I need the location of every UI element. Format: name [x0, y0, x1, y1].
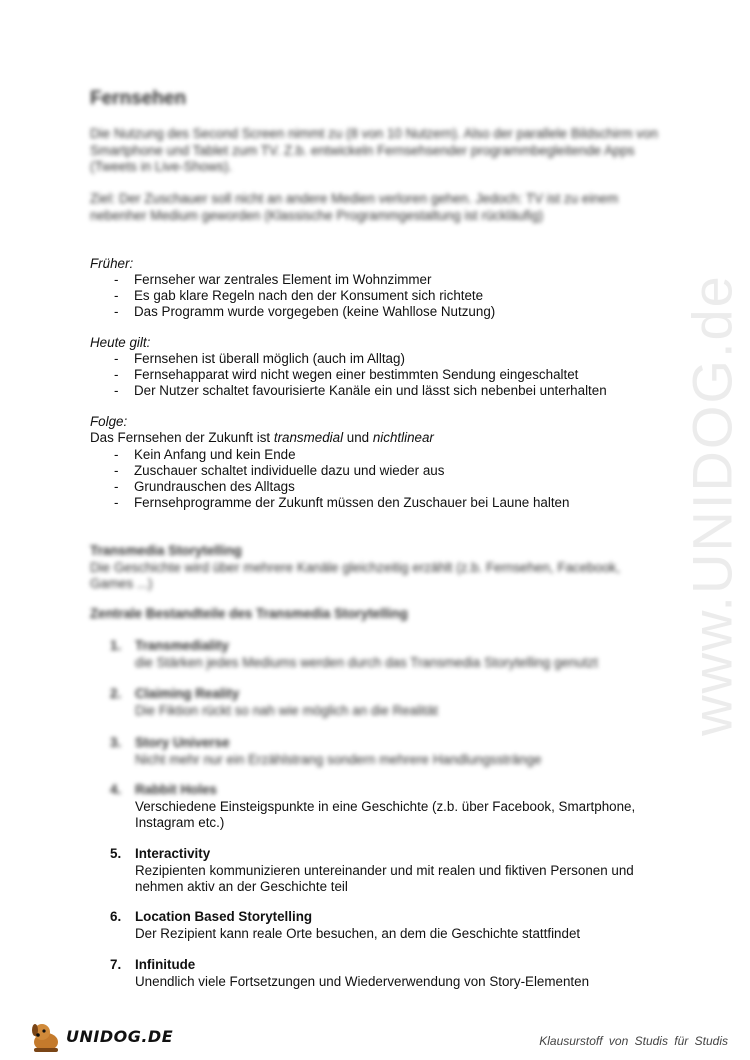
list-item: 3. Story Universe Nicht mehr nur ein Erzählstrang sondern mehrere Handlungsstränge — [110, 735, 542, 767]
footer-note: Klausurstoff von Studis für Studis — [539, 1034, 728, 1048]
list-item: - Fernseher war zentrales Element im Wohnzimmer — [90, 272, 660, 288]
list-item: - Zuschauer schaltet individuelle dazu und wieder aus — [90, 463, 660, 479]
list-item: - Es gab klare Regeln nach den der Konsument sich richtete — [90, 288, 660, 304]
list-item: 7. Infinitude Unendlich viele Fortsetzungen und Wiederverwendung von Story-Elementen — [110, 957, 590, 989]
list-item: - Das Programm wurde vorgegeben (keine Wahllose Nutzung) — [90, 304, 660, 320]
list-item: - Grundrauschen des Alltags — [90, 479, 660, 495]
section-label: Früher: — [90, 256, 134, 271]
bullet-list — [90, 351, 660, 400]
list-item: 2. Claiming Reality Die Fiktion rückt so nah wie möglich an die Realität — [110, 686, 438, 718]
list-item: - Kein Anfang und kein Ende — [90, 447, 660, 463]
bullet-list — [90, 447, 660, 512]
list-item: 4. Rabbit Holes Verschiedene Einsteigspunkte in eine Geschichte (z.b. über Facebook, Smartphone, Instagram etc.) — [110, 782, 636, 830]
section-folge — [90, 414, 660, 511]
section-heute — [90, 335, 660, 400]
list-item: - Der Nutzer schaltet favourisierte Kanäle ein und lässt sich nebenbei unterhalten — [90, 383, 660, 399]
section-label: Folge: — [90, 414, 128, 429]
list-item: - Fernsehapparat wird nicht wegen einer bestimmten Sendung eingeschaltet — [90, 367, 660, 383]
list-item: 5. Interactivity Rezipienten kommunizieren untereinander und mit realen und fiktiven Personen und nehmen aktiv an der Geschichte teil — [110, 846, 634, 894]
list-item: - Fernsehen ist überall möglich (auch im Alltag) — [90, 351, 660, 367]
list-item: 6. Location Based Storytelling Der Rezipient kann reale Orte besuchen, an dem die Geschichte stattfindet — [110, 909, 581, 941]
unidog-logo — [26, 1020, 186, 1052]
transmedia-section — [90, 543, 660, 593]
section-text: Die Geschichte wird über mehrere Kanäle gleichzeitig erzählt (z.b. Fernsehen, Facebook, Games ...) — [90, 559, 620, 591]
watermark: www.UNIDOG.de — [680, 274, 744, 736]
section-label: Heute gilt: — [90, 335, 151, 350]
section-heading: Transmedia Storytelling — [90, 543, 242, 558]
intro-paragraph-2: Ziel: Der Zuschauer soll nicht an andere Medien verloren gehen. Jedoch: TV ist zu einem nebenher Medium geworden (Klassische Programmgestaltung ist rückläufig) — [90, 191, 619, 223]
bullet-list — [90, 272, 660, 321]
folge-sentence: Das Fernsehen der Zukunft ist transmedial und nichtlinear — [90, 430, 434, 445]
list-item: 1. Transmediality die Stärken jedes Mediums werden durch das Transmedia Storytelling genutzt — [110, 638, 598, 670]
bestandteile-heading: Zentrale Bestandteile des Transmedia Storytelling — [90, 606, 408, 621]
dog-mascot-icon — [26, 1020, 66, 1054]
list-item: - Fernsehprogramme der Zukunft müssen den Zuschauer bei Laune halten — [90, 495, 660, 511]
logo-text: UNIDOG.DE — [66, 1027, 174, 1046]
section-frueher — [90, 256, 660, 321]
intro-paragraph-1: Die Nutzung des Second Screen nimmt zu (8 von 10 Nutzern). Also der parallele Bildschirm von Smartphone und Tablet zum TV. Z.b. entwickeln Fernsehsender programmbegleitende Apps (Tweets in Live-Shows). — [90, 126, 658, 174]
page-title: Fernsehen — [90, 88, 187, 109]
